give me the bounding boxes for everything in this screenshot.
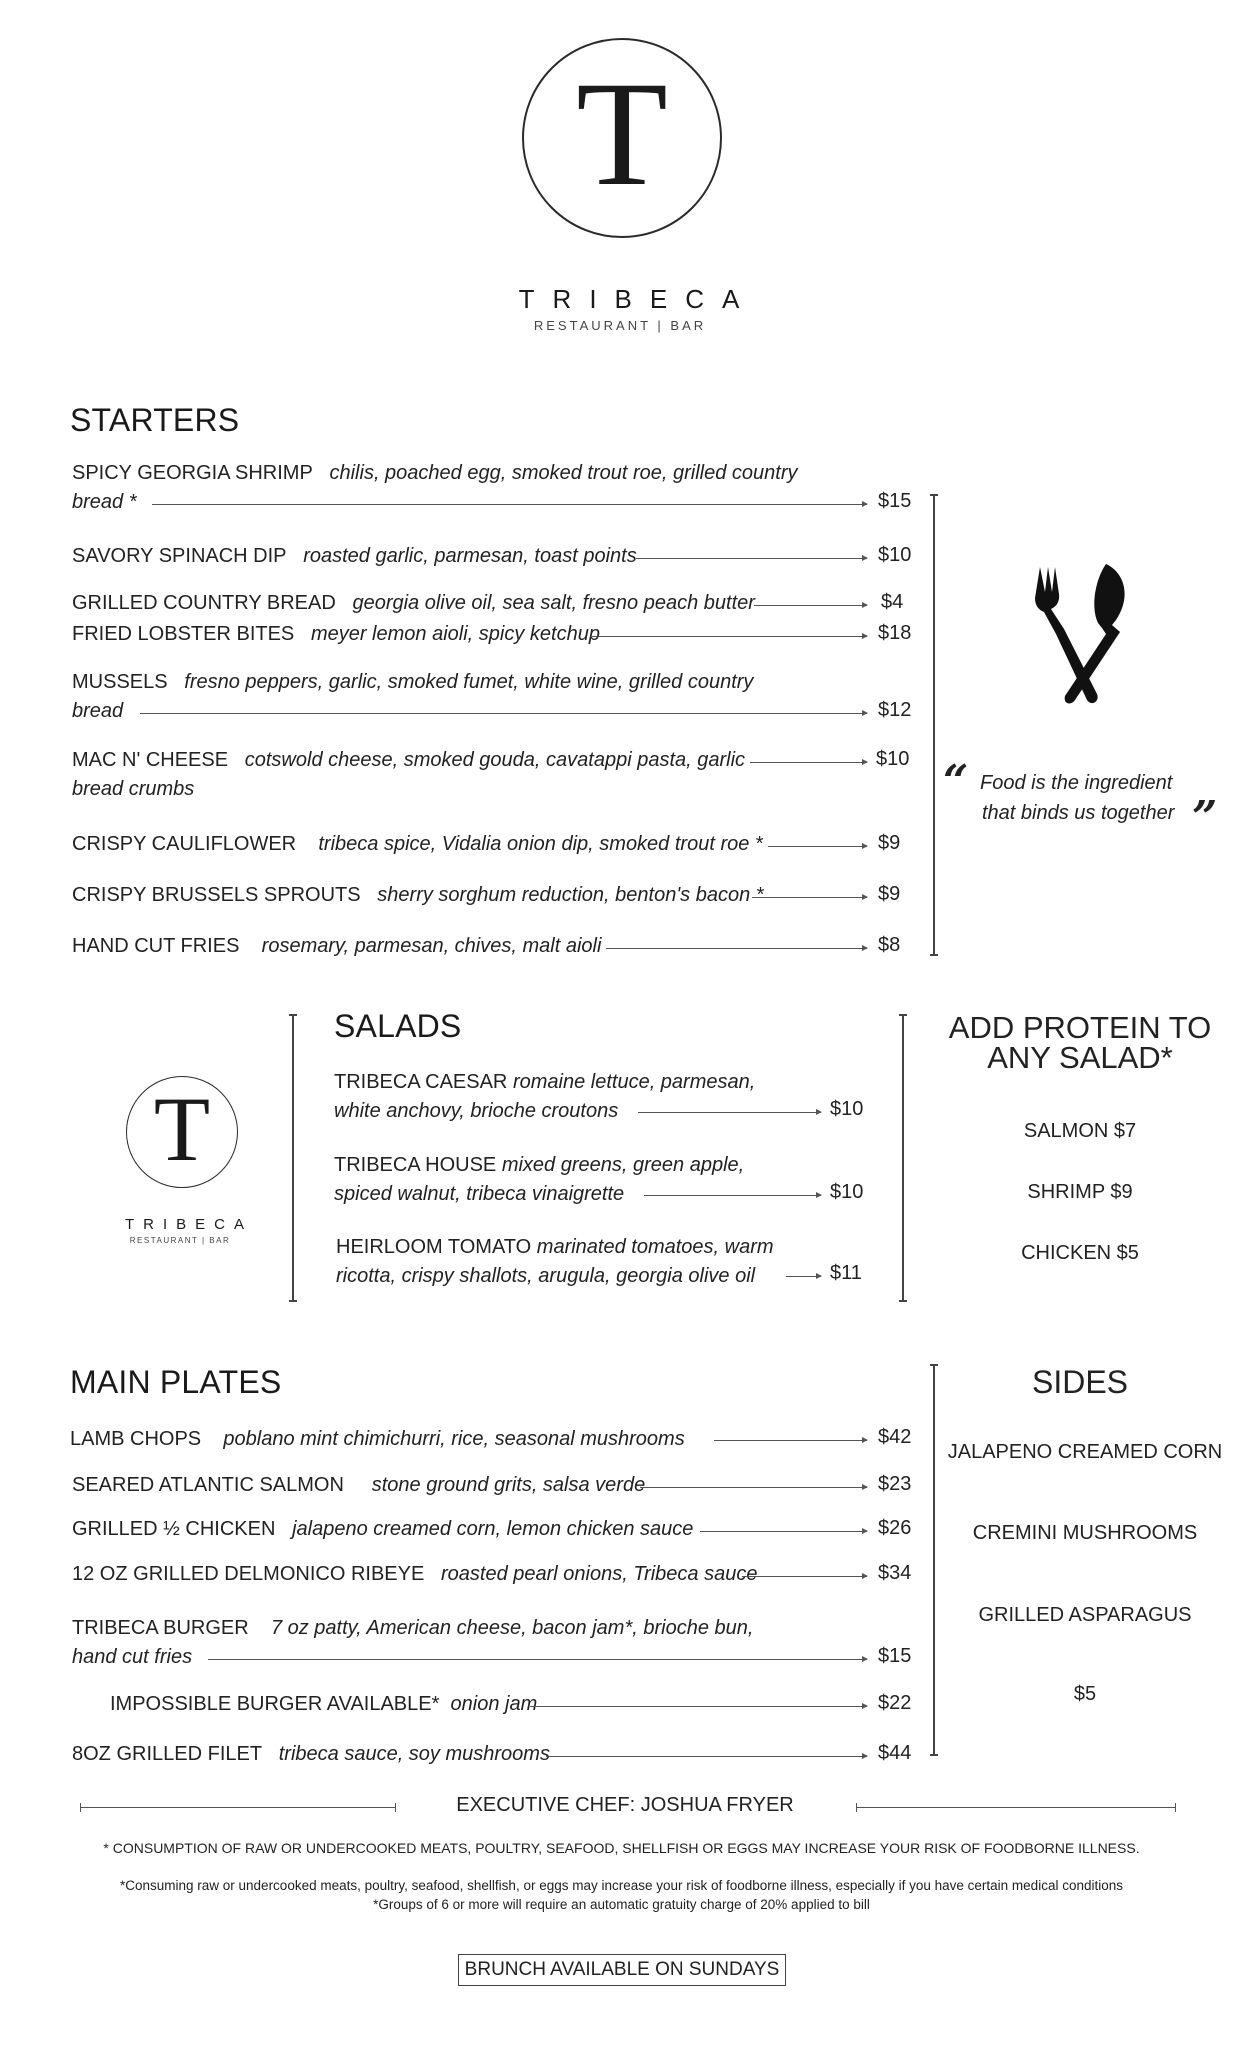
health-warning: * CONSUMPTION OF RAW OR UNDERCOOKED MEATS, POULTRY, SEAFOOD, SHELLFISH OR EGGS MAY INCREASE YOUR RISK OF FOODBORNE ILLNESS. — [103, 1840, 1140, 1856]
item-price: $44 — [878, 1742, 912, 1764]
price-leader — [546, 1756, 867, 1757]
price-leader — [714, 1440, 867, 1441]
menu-item — [72, 1471, 645, 1500]
item-desc-cont: bread — [72, 700, 124, 722]
price-leader — [636, 558, 867, 559]
item-desc: georgia olive oil, sea salt, fresno peach butter — [352, 592, 755, 614]
quote-open-icon: “ — [943, 756, 969, 807]
starters-heading: STARTERS — [70, 402, 240, 438]
logo-emblem — [522, 38, 722, 238]
price-leader — [786, 1276, 821, 1277]
side-item: CREMINI MUSHROOMS — [972, 1522, 1198, 1544]
footnote-raw-food: *Consuming raw or undercooked meats, poultry, seafood, shellfish, or eggs may increase your risk of foodborne illness, especially if you have certain medical conditions — [119, 1878, 1123, 1893]
item-price: $8 — [878, 934, 901, 956]
item-name: HEIRLOOM TOMATO — [336, 1236, 532, 1258]
item-name: SAVORY SPINACH DIP — [72, 545, 287, 567]
mains-heading: MAIN PLATES — [70, 1364, 282, 1400]
item-name: HAND CUT FRIES — [72, 935, 240, 957]
item-price: $23 — [878, 1473, 912, 1495]
item-price: $15 — [878, 1645, 912, 1667]
item-desc: tribeca sauce, soy mushrooms — [278, 1743, 550, 1765]
item-desc: chilis, poached egg, smoked trout roe, grilled country — [329, 462, 798, 484]
price-leader — [638, 1112, 821, 1113]
item-price: $4 — [881, 591, 904, 613]
brand-tagline: RESTAURANT | BAR — [533, 318, 707, 333]
menu-item — [72, 620, 600, 649]
menu-item — [72, 1515, 693, 1544]
item-name: CRISPY CAULIFLOWER — [72, 833, 297, 855]
protein-heading-line-2: ANY SALAD* — [987, 1040, 1173, 1075]
item-price: $9 — [878, 883, 901, 905]
item-price: $9 — [878, 832, 901, 854]
mains-divider — [933, 1364, 935, 1756]
menu-item — [72, 932, 601, 961]
item-name: MUSSELS — [72, 671, 168, 693]
item-name: GRILLED ½ CHICKEN — [72, 1518, 276, 1540]
price-leader — [140, 713, 867, 714]
item-price: $10 — [878, 544, 912, 566]
brand-tagline-small: RESTAURANT | BAR — [129, 1236, 231, 1245]
executive-chef: EXECUTIVE CHEF: JOSHUA FRYER — [456, 1794, 794, 1816]
salads-heading: SALADS — [334, 1008, 462, 1044]
item-name: 8OZ GRILLED FILET — [72, 1743, 263, 1765]
price-leader — [750, 762, 867, 763]
item-desc-cont: white anchovy, brioche croutons — [334, 1100, 619, 1122]
item-desc: onion jam — [450, 1693, 538, 1715]
menu-item — [72, 1560, 757, 1589]
menu-item — [336, 1233, 774, 1262]
item-desc: meyer lemon aioli, spicy ketchup — [310, 623, 600, 645]
sides-price: $5 — [1073, 1683, 1097, 1705]
item-desc: stone ground grits, salsa verde — [371, 1474, 646, 1496]
menu-item — [72, 881, 764, 910]
menu-item — [70, 1425, 685, 1454]
logo-monogram: T — [153, 1078, 211, 1180]
quote-close-icon: ” — [1192, 792, 1218, 843]
item-desc: mixed greens, green apple, — [501, 1154, 745, 1176]
item-price: $10 — [876, 748, 910, 770]
price-leader — [530, 1706, 867, 1707]
item-desc-cont: ricotta, crispy shallots, arugula, georgia olive oil — [336, 1265, 756, 1287]
item-price: $26 — [878, 1517, 912, 1539]
item-name: FRIED LOBSTER BITES — [72, 623, 295, 645]
chef-rule-right — [856, 1807, 1176, 1808]
item-price: $11 — [830, 1262, 862, 1284]
item-name: TRIBECA HOUSE — [334, 1154, 497, 1176]
menu-item — [72, 668, 753, 697]
item-price: $22 — [878, 1692, 912, 1714]
footnote-gratuity: *Groups of 6 or more will require an automatic gratuity charge of 20% applied to bill — [373, 1897, 870, 1912]
starters-divider — [933, 494, 935, 956]
chef-rule-left — [80, 1807, 396, 1808]
brunch-notice: BRUNCH AVAILABLE ON SUNDAYS — [458, 1954, 786, 1986]
item-desc: marinated tomatoes, warm — [536, 1236, 774, 1258]
menu-item — [72, 1614, 753, 1643]
price-leader — [590, 636, 867, 637]
item-desc: fresno peppers, garlic, smoked fumet, white wine, grilled country — [184, 671, 754, 693]
price-leader — [700, 1531, 867, 1532]
quote-line-1: Food is the ingredient — [980, 772, 1173, 794]
item-name: SPICY GEORGIA SHRIMP — [72, 462, 313, 484]
item-name: 12 OZ GRILLED DELMONICO RIBEYE — [72, 1563, 425, 1585]
sides-heading: SIDES — [1031, 1364, 1129, 1400]
menu-item — [334, 1068, 755, 1097]
item-price: $12 — [878, 699, 912, 721]
salads-right-divider — [902, 1014, 904, 1302]
item-name: LAMB CHOPS — [70, 1428, 202, 1450]
item-desc: tribeca spice, Vidalia onion dip, smoked trout roe * — [318, 833, 763, 855]
item-desc-cont: spiced walnut, tribeca vinaigrette — [334, 1183, 625, 1205]
item-desc: roasted garlic, parmesan, toast points — [303, 545, 637, 567]
item-name: IMPOSSIBLE BURGER AVAILABLE* — [110, 1693, 440, 1715]
menu-item — [72, 830, 763, 859]
item-desc: romaine lettuce, parmesan, — [512, 1071, 756, 1093]
menu-item — [72, 459, 798, 488]
item-price: $10 — [830, 1098, 864, 1120]
menu-item — [72, 1740, 550, 1769]
item-name: GRILLED COUNTRY BREAD — [72, 592, 336, 614]
price-leader — [208, 1659, 867, 1660]
logo-emblem-small — [126, 1076, 238, 1188]
item-name: MAC N' CHEESE — [72, 749, 229, 771]
brand-name: TRIBECA — [518, 284, 758, 314]
protein-option: CHICKEN $5 — [1021, 1242, 1139, 1264]
item-name: SEARED ATLANTIC SALMON — [72, 1474, 344, 1496]
price-leader — [742, 1576, 867, 1577]
item-desc-cont: bread crumbs — [72, 778, 195, 800]
item-name: TRIBECA BURGER — [72, 1617, 249, 1639]
item-desc: rosemary, parmesan, chives, malt aioli — [261, 935, 602, 957]
brand-name-small: TRIBECA — [124, 1216, 253, 1233]
item-price: $42 — [878, 1426, 912, 1448]
fork-knife-icon — [1020, 562, 1142, 712]
salads-left-divider — [292, 1014, 294, 1302]
protein-heading-line-1: ADD PROTEIN TO — [948, 1010, 1212, 1045]
protein-option: SALMON $7 — [1023, 1120, 1137, 1142]
price-leader — [644, 1195, 821, 1196]
protein-option: SHRIMP $9 — [1027, 1181, 1133, 1203]
menu-item — [72, 589, 755, 618]
item-desc-cont: hand cut fries — [72, 1646, 193, 1668]
price-leader — [752, 897, 867, 898]
item-price: $15 — [878, 490, 912, 512]
item-name: CRISPY BRUSSELS SPROUTS — [72, 884, 361, 906]
menu-item — [334, 1151, 744, 1180]
menu-item — [72, 542, 637, 571]
item-name: TRIBECA CAESAR — [334, 1071, 508, 1093]
price-leader — [152, 504, 867, 505]
price-leader — [640, 1487, 867, 1488]
item-price: $34 — [878, 1562, 912, 1584]
price-leader — [768, 846, 867, 847]
item-desc: sherry sorghum reduction, benton's bacon * — [377, 884, 764, 906]
logo-monogram: T — [576, 51, 668, 217]
item-desc: jalapeno creamed corn, lemon chicken sauce — [292, 1518, 694, 1540]
item-desc: cotswold cheese, smoked gouda, cavatappi pasta, garlic — [244, 749, 746, 771]
price-leader — [606, 948, 867, 949]
item-desc: roasted pearl onions, Tribeca sauce — [441, 1563, 758, 1585]
item-desc: poblano mint chimichurri, rice, seasonal mushrooms — [223, 1428, 685, 1450]
side-item: JALAPENO CREAMED CORN — [947, 1441, 1223, 1463]
side-item: GRILLED ASPARAGUS — [978, 1604, 1192, 1626]
price-leader — [754, 605, 867, 606]
item-desc: 7 oz patty, American cheese, bacon jam*, brioche bun, — [270, 1617, 754, 1639]
item-desc-cont: bread * — [72, 491, 137, 513]
menu-item — [110, 1690, 537, 1719]
menu-item — [72, 746, 745, 775]
item-price: $18 — [878, 622, 912, 644]
quote-line-2: that binds us together — [982, 802, 1175, 824]
item-price: $10 — [830, 1181, 864, 1203]
